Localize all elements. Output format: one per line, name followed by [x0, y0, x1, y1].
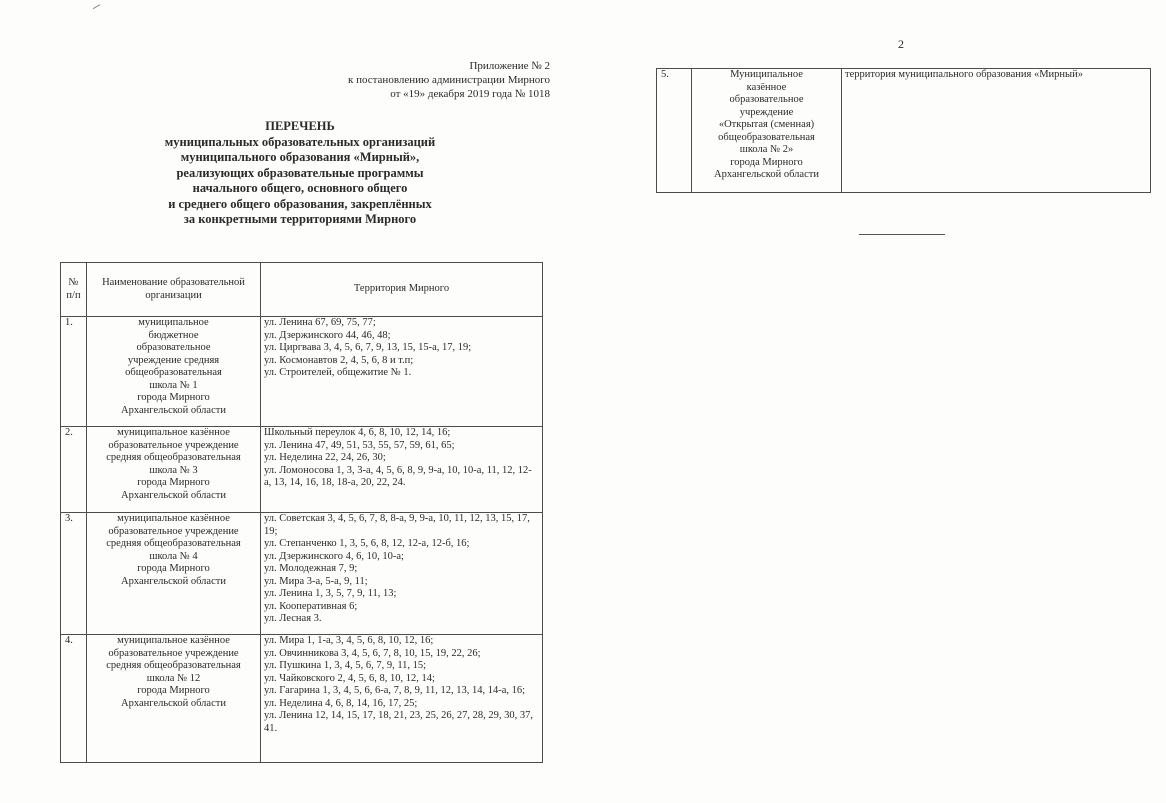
table-row — [61, 513, 543, 635]
org-line: муниципальное казённое — [117, 635, 230, 646]
org-line: учреждение средняя — [127, 354, 220, 366]
org-line: образовательное — [136, 342, 211, 353]
table-row — [61, 427, 543, 513]
table-header-row — [61, 263, 543, 317]
appendix-number: Приложение № 2 — [469, 60, 550, 72]
schools-table — [60, 262, 543, 763]
territory-line: ул. Мира 1, 1-а, 3, 4, 5, 6, 8, 10, 12, 16; — [264, 635, 434, 646]
organization-cell — [87, 317, 261, 427]
org-line: Архангельской области — [121, 697, 226, 709]
territory-line: ул. Мира 3-а, 5-а, 9, 11; — [264, 575, 368, 587]
org-line: Архангельской области — [121, 404, 226, 416]
org-line: бюджетное — [148, 329, 199, 341]
title-line: и среднего общего образования, закреплённых — [168, 196, 432, 211]
pen-mark — [93, 4, 101, 11]
territory-cell — [261, 427, 543, 513]
org-line: «Открытая (сменная) — [718, 119, 815, 130]
org-line: Муниципальное — [730, 69, 803, 80]
territory-line: ул. Молодежная 7, 9; — [264, 563, 358, 574]
page-number: 2 — [898, 37, 904, 51]
table-row — [61, 317, 543, 427]
document-page-2 — [583, 0, 1166, 803]
org-line: города Мирного — [730, 156, 803, 168]
territory-line: ул. Ленина 12, 14, 15, 17, 18, 21, 23, 25, 26, 27, 28, 29, 30, 37, 41. — [264, 710, 534, 734]
org-line: Архангельской области — [121, 575, 226, 587]
row-number: 4. — [61, 635, 87, 763]
org-line: средняя общеобразовательная — [106, 660, 241, 671]
territory-line: ул. Ленина 47, 49, 51, 53, 55, 57, 59, 61, 65; — [264, 439, 455, 451]
appendix-date: от «19» декабря 2019 года № 1018 — [390, 88, 550, 100]
title-line: муниципального образования «Мирный», — [180, 150, 420, 164]
territory-line: ул. Неделина 22, 24, 26, 30; — [264, 452, 386, 463]
territory-line: ул. Неделина 4, 6, 8, 14, 16, 17, 25; — [264, 697, 418, 709]
org-line: средняя общеобразовательная — [106, 452, 241, 463]
org-line: общеобразовательная — [125, 367, 222, 378]
territory-line: ул. Ломоносова 1, 3, 3-а, 4, 5, 6, 8, 9, 9-а, 10, 10-а, 11, 12, 12-а, 13, 14, 16, 18, 18-а, 20, 22, 24. — [264, 464, 532, 488]
title-heading: ПЕРЕЧЕНЬ — [265, 119, 335, 133]
title-line: за конкретными территориями Мирного — [183, 212, 417, 226]
appendix-resolution: к постановлению администрации Мирного — [347, 74, 550, 86]
org-line: муниципальное — [138, 317, 209, 328]
territory-line: ул. Степанченко 1, 3, 5, 6, 8, 12, 12-а, 12-б, 16; — [264, 538, 470, 549]
org-line: школа № 12 — [146, 672, 201, 684]
territory-line: ул. Строителей, общежитие № 1. — [264, 367, 412, 378]
organization-cell — [692, 69, 842, 193]
row-number: 5. — [657, 69, 692, 193]
territory-line: ул. Космонавтов 2, 4, 5, 6, 8 и т.п; — [264, 354, 414, 366]
territory-line: ул. Овчинникова 3, 4, 5, 6, 7, 8, 10, 15, 19, 22, 26; — [264, 647, 481, 659]
row-number: 1. — [61, 317, 87, 427]
org-line: общеобразовательная — [718, 131, 815, 143]
org-line: учреждение — [739, 106, 794, 118]
territory-cell — [261, 635, 543, 763]
territory-line: ул. Ленина 67, 69, 75, 77; — [264, 317, 376, 328]
organization-cell — [87, 635, 261, 763]
org-line: города Мирного — [137, 563, 210, 574]
organization-cell — [87, 513, 261, 635]
territory-cell — [261, 513, 543, 635]
org-line: школа № 4 — [149, 550, 198, 562]
org-line: школа № 1 — [149, 379, 198, 391]
org-line: школа № 3 — [149, 464, 198, 476]
territory-line: ул. Ленина 1, 3, 5, 7, 9, 11, 13; — [264, 588, 397, 599]
title-line: начального общего, основного общего — [192, 181, 408, 195]
closing-rule — [859, 234, 945, 235]
org-line: образовательное учреждение — [108, 525, 239, 537]
row-number: 2. — [61, 427, 87, 513]
organization-cell — [87, 427, 261, 513]
territory-line: ул. Кооперативная 6; — [264, 600, 358, 612]
org-line: города Мирного — [137, 477, 210, 488]
col-territory-header: Территория Мирного — [261, 263, 543, 317]
territory-line: Школьный переулок 4, 6, 8, 10, 12, 14, 16; — [264, 427, 451, 438]
org-line: казённое — [746, 81, 787, 93]
org-line: Архангельской области — [121, 489, 226, 501]
territory-line: ул. Дзержинского 44, 46, 48; — [264, 329, 391, 341]
org-line: муниципальное казённое — [117, 513, 230, 524]
appendix-header — [300, 59, 550, 101]
territory-line: ул. Гагарина 1, 3, 4, 5, 6, 6-а, 7, 8, 9, 11, 12, 13, 14, 14-а, 16; — [264, 685, 526, 696]
territory-line: ул. Циргвава 3, 4, 5, 6, 7, 9, 13, 15, 15-а, 17, 19; — [264, 342, 472, 353]
territory-line: ул. Чайковского 2, 4, 5, 6, 8, 10, 12, 14; — [264, 672, 435, 684]
org-line: образовательное учреждение — [108, 439, 239, 451]
org-line: образовательное учреждение — [108, 647, 239, 659]
org-line: города Мирного — [137, 392, 210, 403]
document-title — [120, 119, 480, 228]
col-organization-header: Наименование образовательной организации — [87, 263, 261, 317]
territory-line: ул. Советская 3, 4, 5, 6, 7, 8, 8-а, 9, 9-а, 10, 11, 12, 13, 15, 17, 19; — [264, 513, 530, 537]
org-line: муниципальное казённое — [117, 427, 230, 438]
title-line: реализующих образовательные программы — [176, 165, 424, 180]
table-row — [61, 635, 543, 763]
title-line: муниципальных образовательных организаций — [164, 134, 436, 149]
org-line: образовательное — [729, 94, 804, 105]
territory-line: территория муниципального образования «Мирный» — [845, 69, 1083, 80]
territory-cell — [261, 317, 543, 427]
row-number: 3. — [61, 513, 87, 635]
col-number-header: № п/п — [61, 263, 87, 317]
org-line: средняя общеобразовательная — [106, 538, 241, 549]
org-line: города Мирного — [137, 685, 210, 696]
schools-table-continued — [656, 68, 1151, 193]
org-line: Архангельской области — [714, 169, 819, 180]
territory-cell — [842, 69, 1151, 193]
territory-line: ул. Лесная 3. — [264, 613, 322, 624]
territory-line: ул. Дзержинского 4, 6, 10, 10-а; — [264, 550, 404, 562]
table-row — [657, 69, 1151, 193]
territory-line: ул. Пушкина 1, 3, 4, 5, 6, 7, 9, 11, 15; — [264, 660, 427, 671]
org-line: школа № 2» — [739, 144, 794, 155]
